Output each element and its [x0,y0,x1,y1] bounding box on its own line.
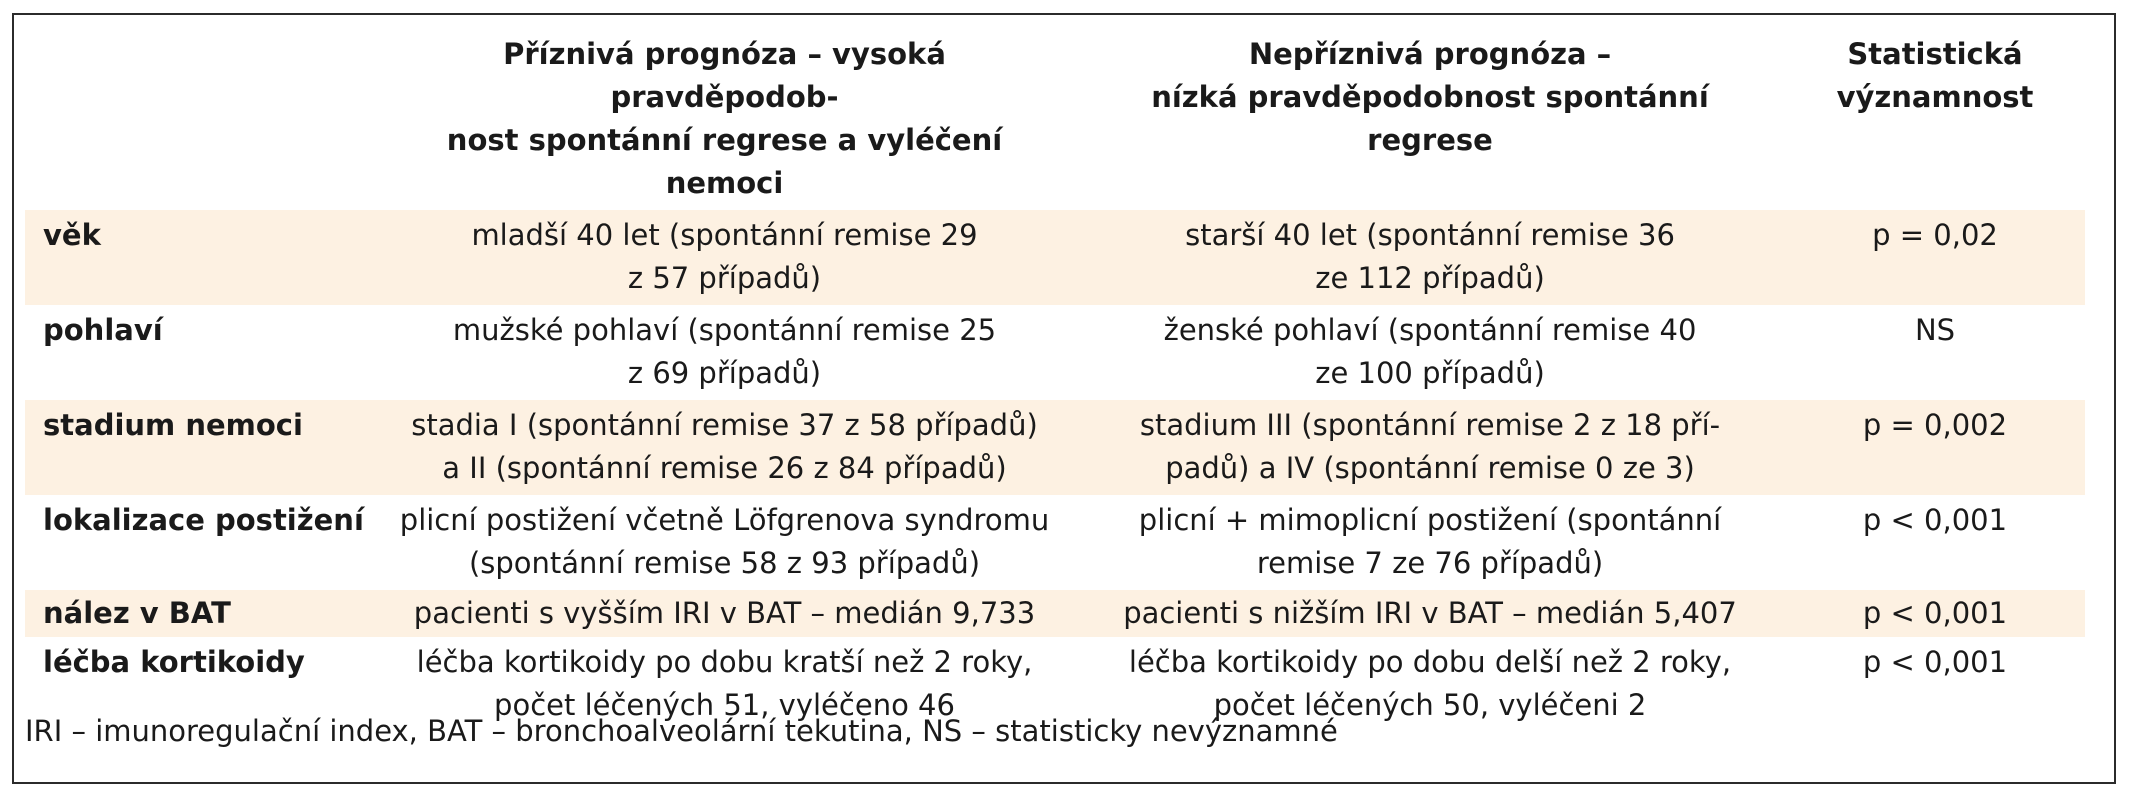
row-favorable: mužské pohlaví (spontánní remise 25 z 69 případů) [452,313,997,390]
row-favorable: mladší 40 let (spontánní remise 29 z 57 případů) [374,210,1075,305]
table-row [25,210,2085,305]
header-favorable-line: Příznivá prognóza – vysoká pravděpodob- nost spontánní regrese a vyléčení nemoci [446,37,1003,200]
table-row [25,305,2085,400]
row-label: pohlaví [43,313,163,347]
row-label: věk [25,210,374,305]
row-unfavorable: léčba kortikoidy po dobu delší než 2 roky, počet léčených 50, vyléčeni 2 [1128,645,1732,722]
row-label: stadium nemoci [25,400,374,495]
row-favorable: stadia I (spontánní remise 37 z 58 případů) a II (spontánní remise 26 z 84 případů) [374,400,1075,495]
header-significance [1785,26,2085,210]
header-significance-line: Statistická významnost [1836,37,2034,114]
header-empty [25,26,374,210]
header-favorable [374,26,1075,210]
row-unfavorable: starší 40 let (spontánní remise 36 ze 112 případů) [1075,210,1785,305]
header-unfavorable [1075,26,1785,210]
row-significance: p = 0,02 [1785,210,2085,305]
prognosis-table [25,26,2085,732]
row-significance: p < 0,001 [1862,503,2008,537]
row-unfavorable: plicní + mimoplicní postižení (spontánní remise 7 ze 76 případů) [1138,503,1722,580]
table-footnote: IRI – imunoregulační index, BAT – bronchoalveolární tekutina, NS – statisticky nevýznamné [25,714,1338,748]
row-favorable: léčba kortikoidy po dobu kratší než 2 roky, počet léčených 51, vyléčeno 46 [416,645,1033,722]
row-label: lokalizace postižení [43,503,364,537]
row-unfavorable: stadium III (spontánní remise 2 z 18 pří- padů) a IV (spontánní remise 0 ze 3) [1075,400,1785,495]
header-unfavorable-line: Nepříznivá prognóza – nízká pravděpodobnost spontánní regrese [1151,37,1709,157]
table-row [25,495,2085,590]
row-significance: p < 0,001 [1785,590,2085,637]
table-header-row [25,26,2085,210]
row-label: léčba kortikoidy [43,645,305,679]
row-significance: NS [1914,313,1956,347]
row-unfavorable: ženské pohlaví (spontánní remise 40 ze 100 případů) [1163,313,1697,390]
row-favorable: plicní postižení včetně Löfgrenova syndromu (spontánní remise 58 z 93 případů) [399,503,1050,580]
row-significance: p = 0,002 [1785,400,2085,495]
table-row [25,590,2085,637]
table-row [25,400,2085,495]
row-favorable: pacienti s vyšším IRI v BAT – medián 9,733 [374,590,1075,637]
row-label: nález v BAT [25,590,374,637]
row-significance: p < 0,001 [1862,645,2008,679]
row-unfavorable: pacienti s nižším IRI v BAT – medián 5,407 [1075,590,1785,637]
